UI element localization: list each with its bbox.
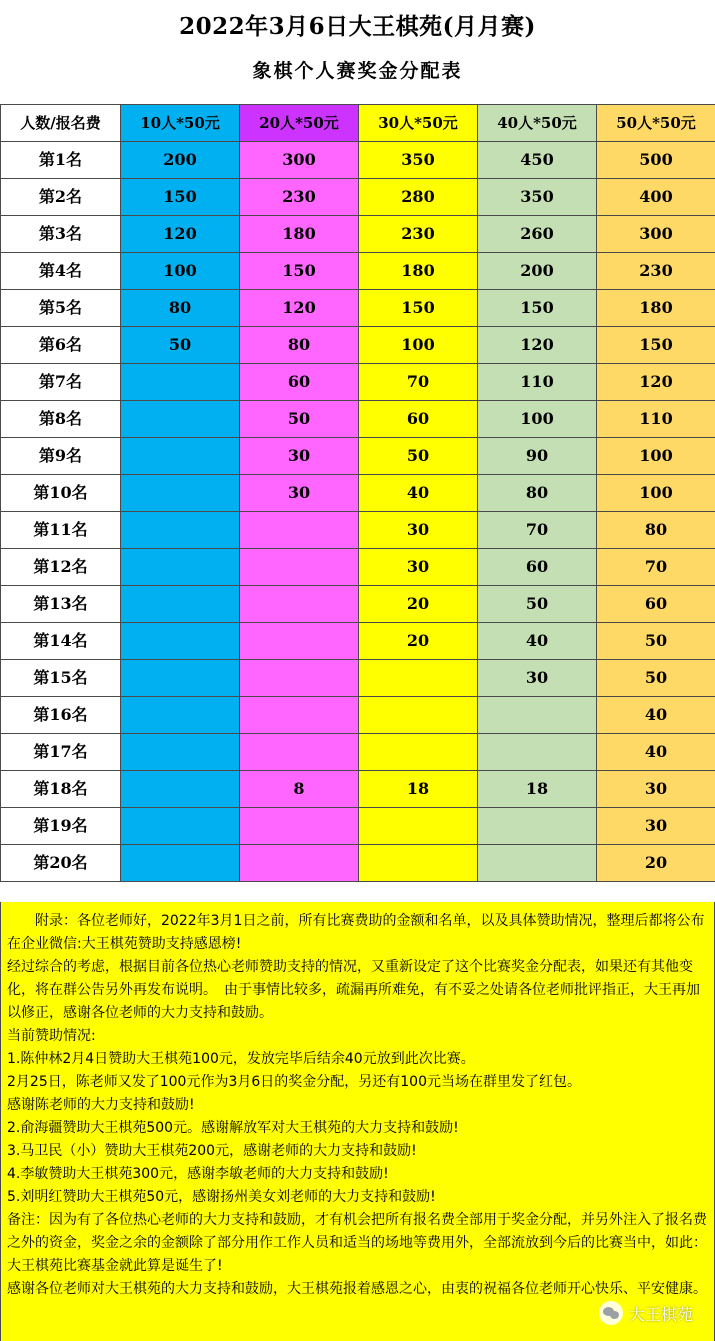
table-row (1, 216, 715, 253)
rank-cell: 第7名 (1, 364, 121, 401)
prize-cell-50-players: 40 (597, 734, 715, 771)
prize-cell-20-players: 230 (240, 179, 359, 216)
prize-cell-10-players: 120 (121, 216, 240, 253)
prize-cell-40-players (478, 845, 597, 882)
table-row (1, 623, 715, 660)
prize-cell-10-players (121, 475, 240, 512)
notes-paragraph: 1.陈仲林2月4日赞助大王棋苑100元，发放完毕后结余40元放到此次比赛。 (7, 1051, 475, 1067)
rank-cell: 第9名 (1, 438, 121, 475)
prize-cell-20-players (240, 586, 359, 623)
prize-cell-50-players: 40 (597, 697, 715, 734)
prize-cell-20-players (240, 845, 359, 882)
prize-cell-50-players: 50 (597, 660, 715, 697)
prize-cell-30-players: 100 (359, 327, 478, 364)
prize-cell-50-players: 120 (597, 364, 715, 401)
table-row (1, 179, 715, 216)
notes-paragraph: 附录：各位老师好，2022年3月1日之前，所有比赛费助的金额和名单，以及具体赞助情况，整理后都将公布在企业微信:大王棋苑赞助支持感恩榜! (7, 913, 705, 952)
table-row (1, 512, 715, 549)
rank-cell: 第5名 (1, 290, 121, 327)
notes-paragraph: 感谢陈老师的大力支持和鼓励! (7, 1097, 195, 1113)
rank-cell: 第16名 (1, 697, 121, 734)
rank-cell: 第14名 (1, 623, 121, 660)
prize-cell-30-players (359, 660, 478, 697)
prize-cell-40-players: 260 (478, 216, 597, 253)
prize-cell-30-players (359, 808, 478, 845)
rank-cell: 第10名 (1, 475, 121, 512)
prize-cell-40-players: 150 (478, 290, 597, 327)
prize-cell-10-players (121, 438, 240, 475)
header-cell-50-players: 50人*50元 (597, 105, 715, 142)
rank-cell: 第8名 (1, 401, 121, 438)
prize-cell-30-players: 60 (359, 401, 478, 438)
prize-cell-30-players: 40 (359, 475, 478, 512)
prize-cell-10-players: 80 (121, 290, 240, 327)
header-cell-20-players: 20人*50元 (240, 105, 359, 142)
rank-cell: 第19名 (1, 808, 121, 845)
prize-cell-20-players (240, 660, 359, 697)
table-row (1, 734, 715, 771)
table-row (1, 327, 715, 364)
prize-cell-50-players: 230 (597, 253, 715, 290)
prize-cell-50-players: 500 (597, 142, 715, 179)
table-row (1, 475, 715, 512)
table-row (1, 549, 715, 586)
prize-cell-40-players: 30 (478, 660, 597, 697)
prize-cell-50-players: 300 (597, 216, 715, 253)
watermark-text: 大王棋苑 (628, 1304, 693, 1324)
prize-cell-40-players: 60 (478, 549, 597, 586)
table-row (1, 401, 715, 438)
prize-cell-40-players: 450 (478, 142, 597, 179)
page-subtitle: 象棋个人赛奖金分配表 (252, 60, 463, 82)
wechat-icon (599, 1301, 623, 1325)
prize-cell-30-players (359, 845, 478, 882)
prize-cell-50-players: 30 (597, 808, 715, 845)
prize-cell-30-players: 20 (359, 586, 478, 623)
rank-cell: 第11名 (1, 512, 121, 549)
rank-cell: 第3名 (1, 216, 121, 253)
prize-cell-10-players (121, 401, 240, 438)
table-row (1, 808, 715, 845)
prize-cell-30-players: 280 (359, 179, 478, 216)
prize-cell-40-players: 100 (478, 401, 597, 438)
prize-cell-30-players: 180 (359, 253, 478, 290)
prize-cell-20-players: 50 (240, 401, 359, 438)
prize-cell-30-players: 50 (359, 438, 478, 475)
table-row (1, 142, 715, 179)
prize-cell-10-players (121, 549, 240, 586)
prize-cell-30-players: 350 (359, 142, 478, 179)
prize-cell-20-players (240, 697, 359, 734)
prize-cell-30-players: 30 (359, 549, 478, 586)
rank-cell: 第4名 (1, 253, 121, 290)
prize-cell-10-players (121, 845, 240, 882)
rank-cell: 第17名 (1, 734, 121, 771)
prize-cell-20-players (240, 623, 359, 660)
prize-cell-30-players: 30 (359, 512, 478, 549)
prize-cell-40-players (478, 697, 597, 734)
header-cell-10-players: 10人*50元 (121, 105, 240, 142)
notes-paragraph: 当前赞助情况: (7, 1028, 96, 1044)
prize-cell-10-players (121, 734, 240, 771)
prize-cell-50-players: 100 (597, 438, 715, 475)
prize-cell-40-players: 90 (478, 438, 597, 475)
prize-cell-10-players (121, 586, 240, 623)
prize-cell-40-players: 50 (478, 586, 597, 623)
rank-cell: 第6名 (1, 327, 121, 364)
prize-cell-50-players: 110 (597, 401, 715, 438)
prize-cell-50-players: 50 (597, 623, 715, 660)
prize-cell-40-players: 110 (478, 364, 597, 401)
rank-cell: 第12名 (1, 549, 121, 586)
notes-paragraph: 5.刘明红赞助大王棋苑50元，感谢扬州美女刘老师的大力支持和鼓励! (7, 1189, 436, 1205)
prize-cell-40-players: 80 (478, 475, 597, 512)
notes-paragraph: 感谢各位老师对大王棋苑的大力支持和鼓励，大王棋苑报着感恩之心，由衷的祝福各位老师开心快乐、平安健康。 (7, 1281, 707, 1297)
prize-cell-10-players (121, 771, 240, 808)
prize-cell-20-players (240, 808, 359, 845)
prize-cell-20-players: 120 (240, 290, 359, 327)
prize-cell-10-players (121, 697, 240, 734)
prize-cell-20-players: 180 (240, 216, 359, 253)
rank-cell: 第13名 (1, 586, 121, 623)
prize-cell-20-players: 60 (240, 364, 359, 401)
prize-cell-30-players: 20 (359, 623, 478, 660)
table-row (1, 364, 715, 401)
prize-cell-10-players: 50 (121, 327, 240, 364)
prize-cell-10-players (121, 808, 240, 845)
table-row (1, 438, 715, 475)
table-row (1, 586, 715, 623)
prize-cell-20-players (240, 512, 359, 549)
table-row (1, 253, 715, 290)
prize-cell-20-players: 30 (240, 475, 359, 512)
prize-cell-40-players: 350 (478, 179, 597, 216)
prize-cell-20-players: 300 (240, 142, 359, 179)
header-cell-40-players: 40人*50元 (478, 105, 597, 142)
header-cell-30-players: 30人*50元 (359, 105, 478, 142)
prize-cell-20-players: 8 (240, 771, 359, 808)
prize-cell-50-players: 20 (597, 845, 715, 882)
prize-cell-30-players: 18 (359, 771, 478, 808)
page-title: 2022年3月6日大王棋苑(月月赛) (179, 13, 536, 40)
rank-cell: 第18名 (1, 771, 121, 808)
table-row (1, 290, 715, 327)
prize-cell-10-players (121, 512, 240, 549)
prize-table-body (1, 142, 715, 882)
rank-cell: 第2名 (1, 179, 121, 216)
notes-paragraph: 2.俞海疆赞助大王棋苑500元。感谢解放军对大王棋苑的大力支持和鼓励! (7, 1120, 459, 1136)
prize-cell-40-players: 70 (478, 512, 597, 549)
prize-cell-30-players (359, 734, 478, 771)
rank-cell: 第1名 (1, 142, 121, 179)
notes-paragraph: 2月25日，陈老师又发了100元作为3月6日的奖金分配，另还有100元当场在群里发了红包。 (7, 1074, 581, 1090)
notes-section (0, 902, 715, 1341)
notes-paragraph: 4.李敏赞助大王棋苑300元，感谢李敏老师的大力支持和鼓励! (7, 1166, 389, 1182)
prize-cell-20-players (240, 549, 359, 586)
prize-cell-50-players: 70 (597, 549, 715, 586)
prize-cell-20-players: 80 (240, 327, 359, 364)
prize-cell-40-players (478, 734, 597, 771)
prize-cell-50-players: 60 (597, 586, 715, 623)
prize-cell-40-players: 40 (478, 623, 597, 660)
prize-cell-40-players: 200 (478, 253, 597, 290)
prize-cell-10-players: 200 (121, 142, 240, 179)
prize-cell-30-players: 150 (359, 290, 478, 327)
notes-paragraph: 3.马卫民（小）赞助大王棋苑200元，感谢老师的大力支持和鼓励! (7, 1143, 417, 1159)
table-row (1, 845, 715, 882)
prize-cell-50-players: 400 (597, 179, 715, 216)
watermark (599, 1301, 693, 1325)
prize-cell-40-players: 120 (478, 327, 597, 364)
prize-cell-10-players (121, 364, 240, 401)
rank-cell: 第20名 (1, 845, 121, 882)
prize-cell-10-players (121, 660, 240, 697)
prize-cell-50-players: 180 (597, 290, 715, 327)
prize-cell-20-players (240, 734, 359, 771)
header-cell-rank: 人数/报名费 (1, 105, 121, 142)
prize-cell-20-players: 150 (240, 253, 359, 290)
table-row (1, 660, 715, 697)
prize-cell-50-players: 100 (597, 475, 715, 512)
prize-cell-10-players (121, 623, 240, 660)
notes-paragraph: 经过综合的考虑，根据目前各位热心老师赞助支持的情况，又重新设定了这个比赛奖金分配表，如果还有其他变化，将在群公告另外再发布说明。 由于事情比较多，疏漏再所难免，有不妥之处请各位老师批评指正，大王再加以修正，感谢各位老师的大力支持和鼓励。 (7, 959, 700, 1021)
prize-cell-20-players: 30 (240, 438, 359, 475)
prize-cell-50-players: 80 (597, 512, 715, 549)
rank-cell: 第15名 (1, 660, 121, 697)
prize-table (0, 104, 715, 882)
prize-cell-40-players (478, 808, 597, 845)
prize-cell-30-players: 70 (359, 364, 478, 401)
prize-cell-10-players: 150 (121, 179, 240, 216)
table-row (1, 697, 715, 734)
prize-cell-30-players (359, 697, 478, 734)
prize-cell-40-players: 18 (478, 771, 597, 808)
prize-cell-50-players: 150 (597, 327, 715, 364)
table-row (1, 771, 715, 808)
prize-cell-30-players: 230 (359, 216, 478, 253)
prize-cell-50-players: 30 (597, 771, 715, 808)
notes-paragraph: 备注：因为有了各位热心老师的大力支持和鼓励，才有机会把所有报名费全部用于奖金分配，并另外注入了报名费之外的资金，奖金之余的金额除了部分用作工作人员和适当的场地等费用外，全部流放到今后的比赛当中，如此：大王棋苑比赛基金就此算是诞生了! (7, 1212, 707, 1274)
prize-cell-10-players: 100 (121, 253, 240, 290)
table-header-row (1, 105, 715, 142)
